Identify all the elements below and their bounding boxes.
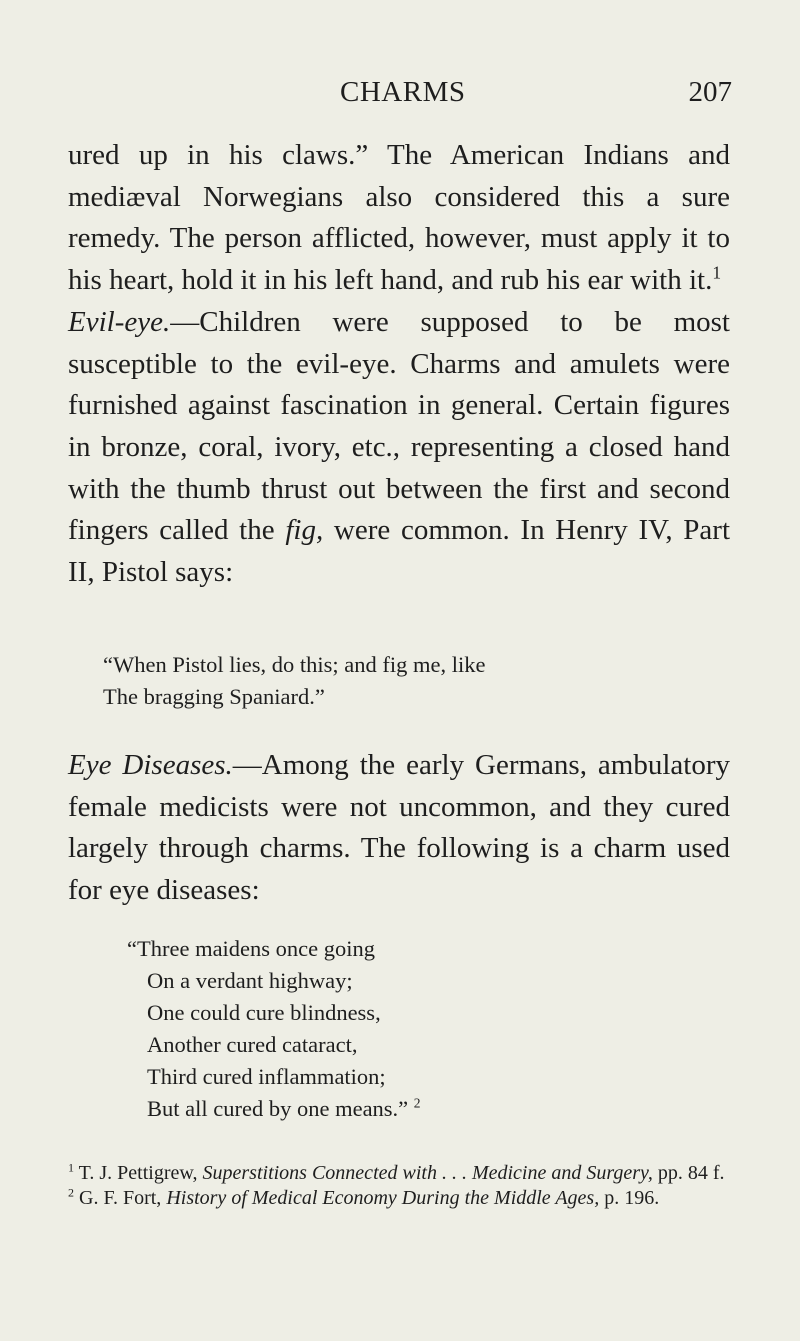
- footnote-pages: p. 196.: [604, 1186, 660, 1209]
- verse-line: Another cured cataract,: [147, 1032, 358, 1057]
- italic-term: fig,: [285, 514, 324, 547]
- footnote-number: 2: [68, 1184, 74, 1199]
- paragraph-eye-diseases: [68, 745, 730, 912]
- section-heading: Evil-eye.: [68, 305, 171, 338]
- paragraph-text: ured up in his claws.” The American Indians and mediæval Norwegians also considered this a sure remedy. The person afflicted, however, must apply it to his heart, hold it in his left hand, and rub his ear with it.: [68, 139, 730, 297]
- verse-line: “Three maidens once going: [127, 936, 376, 961]
- block-quote-charm: [127, 933, 421, 1125]
- verse-line: One could cure blindness,: [147, 1000, 381, 1025]
- footnote-2: [68, 1186, 730, 1211]
- paragraph-text: —Children were supposed to be most susceptible to the evil-eye. Charms and amulets were furnished against fascination in general. Certain figures in bronze, coral, ivory, etc., representing a closed hand with the thumb thrust out between the first and second fingers called the: [68, 305, 730, 547]
- page-header: [0, 76, 800, 112]
- footnote-pages: pp. 84 f.: [657, 1162, 725, 1184]
- verse-line-text: But all cured by one means.”: [147, 1096, 409, 1121]
- verse-line: Third cured inflammation;: [147, 1064, 386, 1089]
- page-number: 207: [688, 76, 732, 108]
- footnote-1: [68, 1161, 730, 1186]
- footnote-ref: 1: [712, 262, 722, 283]
- footnote-title: Superstitions Connected with . . . Medicine and Surgery,: [202, 1162, 653, 1184]
- paragraph-continued: [68, 135, 730, 302]
- section-heading: Eye Diseases.: [68, 749, 233, 781]
- verse-line: On a verdant highway;: [147, 968, 353, 993]
- verse-line: [127, 1093, 421, 1125]
- footnote-title: History of Medical Economy During the Middle Ages,: [166, 1186, 600, 1209]
- paragraph-text-end: were common. In Henry IV, Part II, Pistol says:: [68, 514, 730, 589]
- block-quote-pistol: [103, 649, 485, 713]
- footnote-author: G. F. Fort,: [79, 1186, 162, 1209]
- footnote-number: 1: [68, 1160, 74, 1175]
- paragraph-text: —Among the early Germans, ambulatory female medicists were not uncommon, and they cured largely through charms. The following is a charm used for eye diseases:: [68, 749, 730, 907]
- footnotes: [68, 1161, 730, 1210]
- quote-line: The bragging Spaniard.”: [103, 684, 325, 709]
- footnote-author: T. J. Pettigrew,: [78, 1162, 198, 1184]
- body-text: [68, 135, 730, 594]
- quote-line: “When Pistol lies, do this; and fig me, like: [103, 652, 486, 677]
- running-head: CHARMS: [340, 76, 466, 108]
- paragraph-evil-eye: [68, 302, 730, 594]
- footnote-ref: 2: [413, 1095, 421, 1111]
